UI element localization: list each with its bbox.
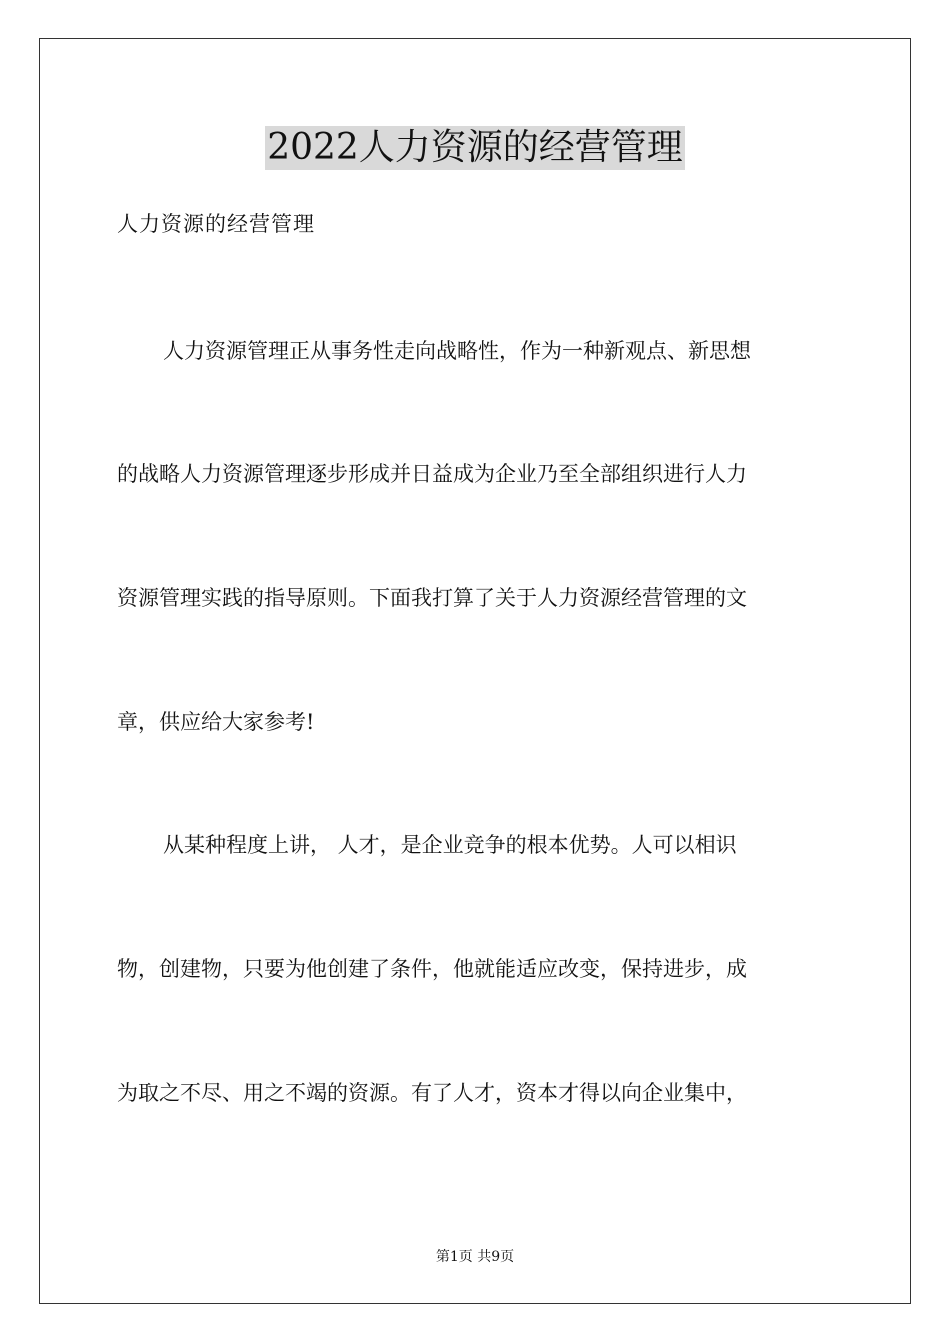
paragraph-line: 物，创建物，只要为他创建了条件，他就能适应改变，保持进步，成	[117, 957, 747, 981]
page-footer: 第1页 共9页	[435, 1249, 515, 1265]
paragraph-line: 资源管理实践的指导原则。下面我打算了关于人力资源经营管理的文	[117, 586, 747, 610]
document-title: 2022人力资源的经营管理	[267, 127, 683, 168]
paragraph-line: 的战略人力资源管理逐步形成并日益成为企业乃至全部组织进行人力	[117, 462, 747, 486]
paragraph-line: 为取之不尽、用之不竭的资源。有了人才，资本才得以向企业集中，	[117, 1081, 747, 1105]
paragraph-line: 人力资源管理正从事务性走向战略性，作为一种新观点、新思想	[163, 339, 751, 363]
document-subtitle: 人力资源的经营管理	[117, 212, 315, 236]
title-container	[0, 126, 950, 170]
paragraph-line: 章，供应给大家参考!	[117, 710, 315, 734]
paragraph-line: 从某种程度上讲， 人才，是企业竞争的根本优势。人可以相识	[163, 833, 737, 857]
